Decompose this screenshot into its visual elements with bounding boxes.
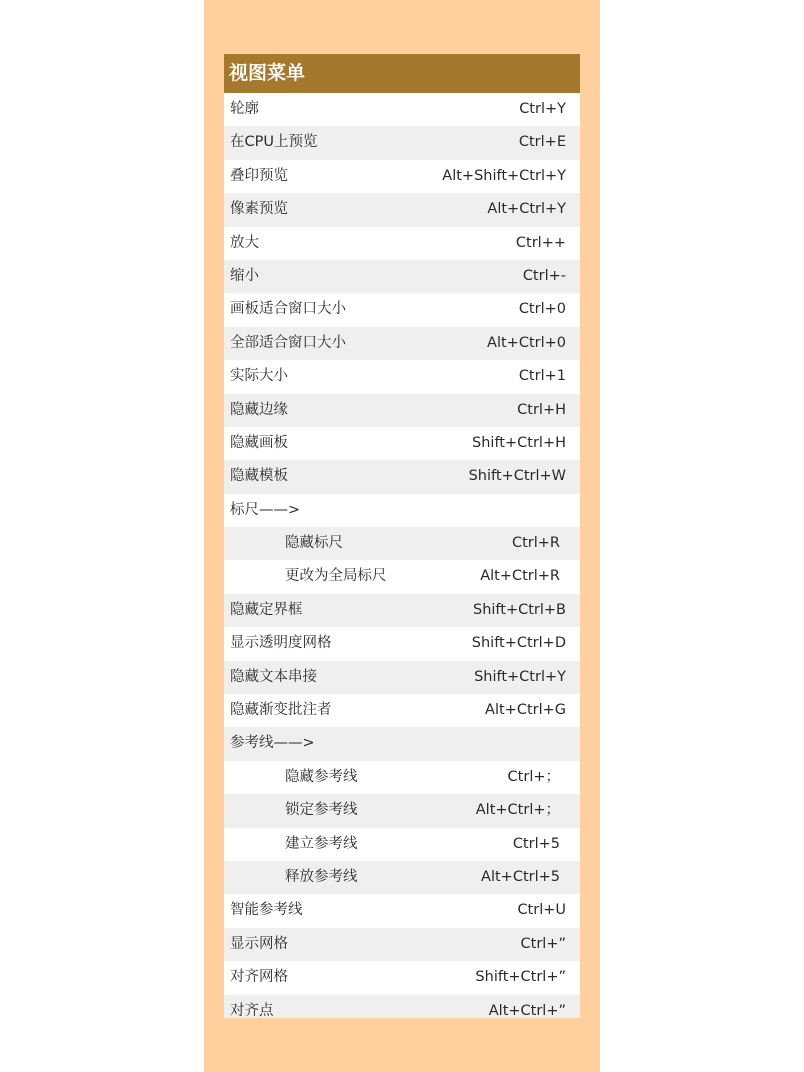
shortcut-keys: Alt+Ctrl+0 — [487, 334, 566, 351]
shortcut-keys: Alt+Ctrl+G — [485, 702, 566, 719]
shortcut-keys: Shift+Ctrl+D — [471, 635, 566, 652]
shortcut-keys: Shift+Ctrl+Y — [474, 668, 566, 685]
command-label: 显示透明度网格 — [230, 635, 332, 652]
table-title: 视图菜单 — [224, 54, 580, 93]
shortcut-row — [224, 894, 580, 927]
shortcut-row — [224, 93, 580, 126]
shortcut-keys: Shift+Ctrl+H — [472, 434, 566, 451]
shortcut-keys: Shift+Ctrl+” — [475, 969, 566, 986]
shortcut-row — [224, 460, 580, 493]
shortcut-keys: Alt+Ctrl+5 — [481, 868, 560, 885]
shortcut-keys: Shift+Ctrl+B — [472, 601, 566, 618]
shortcut-keys: Ctrl+； — [507, 768, 560, 785]
shortcut-row — [224, 594, 580, 627]
shortcut-row — [224, 661, 580, 694]
command-label: 在CPU上预览 — [230, 134, 318, 151]
command-label: 实际大小 — [230, 368, 288, 385]
shortcut-row — [224, 427, 580, 460]
shortcut-keys: Ctrl+5 — [512, 835, 560, 852]
command-label: 对齐点 — [230, 1002, 274, 1018]
shortcut-keys: Alt+Ctrl+” — [488, 1002, 566, 1018]
shortcut-row — [224, 928, 580, 961]
command-label: 隐藏模板 — [230, 468, 288, 485]
shortcut-keys: Shift+Ctrl+W — [468, 468, 566, 485]
sub-shortcut-row — [224, 560, 580, 593]
shortcut-row — [224, 260, 580, 293]
shortcut-row — [224, 227, 580, 260]
sub-shortcut-row — [224, 761, 580, 794]
command-label: 缩小 — [230, 267, 259, 284]
shortcut-row — [224, 961, 580, 994]
shortcut-rows — [224, 93, 580, 1018]
shortcut-keys: Alt+Shift+Ctrl+Y — [442, 167, 566, 184]
shortcut-row — [224, 327, 580, 360]
command-label: 隐藏文本串接 — [230, 668, 317, 685]
shortcut-keys: Alt+Ctrl+； — [475, 802, 560, 819]
command-label: 像素预览 — [230, 201, 288, 218]
shortcut-row — [224, 293, 580, 326]
shortcut-keys: Alt+Ctrl+R — [480, 568, 560, 585]
shortcut-row — [224, 694, 580, 727]
shortcut-keys: Ctrl+E — [518, 134, 566, 151]
command-label: 隐藏渐变批注者 — [230, 702, 332, 719]
shortcut-keys: Ctrl+U — [517, 902, 566, 919]
shortcut-row — [224, 126, 580, 159]
command-label: 轮廓 — [230, 101, 259, 117]
shortcut-row — [224, 627, 580, 660]
command-label: 更改为全局标尺 — [285, 568, 387, 585]
command-label: 隐藏标尺 — [285, 535, 343, 552]
sub-shortcut-row — [224, 794, 580, 827]
shortcut-row — [224, 727, 580, 760]
command-label: 放大 — [230, 234, 259, 251]
command-label: 显示网格 — [230, 935, 288, 952]
command-label: 参考线——> — [230, 735, 315, 752]
shortcut-row — [224, 360, 580, 393]
shortcut-keys: Ctrl+H — [517, 401, 566, 418]
sub-shortcut-row — [224, 828, 580, 861]
shortcut-row — [224, 995, 580, 1018]
command-label: 隐藏参考线 — [285, 768, 358, 785]
command-label: 画板适合窗口大小 — [230, 301, 346, 318]
shortcut-row — [224, 193, 580, 226]
command-label: 标尺——> — [230, 501, 301, 518]
shortcut-keys: Ctrl+R — [511, 535, 560, 552]
shortcut-row — [224, 394, 580, 427]
sub-shortcut-row — [224, 527, 580, 560]
shortcut-keys: Ctrl++ — [515, 234, 566, 251]
command-label: 全部适合窗口大小 — [230, 334, 346, 351]
command-label: 隐藏边缘 — [230, 401, 288, 418]
sub-shortcut-row — [224, 861, 580, 894]
command-label: 锁定参考线 — [285, 802, 358, 819]
command-label: 叠印预览 — [230, 167, 288, 184]
shortcut-keys: Ctrl+” — [520, 935, 566, 952]
shortcut-row — [224, 160, 580, 193]
shortcut-table — [224, 54, 580, 1018]
shortcut-keys: Ctrl+- — [522, 267, 566, 284]
command-label: 释放参考线 — [285, 868, 358, 885]
command-label: 隐藏定界框 — [230, 601, 303, 618]
command-label: 建立参考线 — [285, 835, 358, 852]
command-label: 对齐网格 — [230, 969, 288, 986]
shortcut-keys: Ctrl+Y — [519, 101, 566, 117]
shortcut-row — [224, 494, 580, 527]
command-label: 隐藏画板 — [230, 434, 288, 451]
shortcut-keys: Alt+Ctrl+Y — [487, 201, 566, 218]
shortcut-keys: Ctrl+0 — [518, 301, 566, 318]
command-label: 智能参考线 — [230, 902, 303, 919]
shortcut-keys: Ctrl+1 — [518, 368, 566, 385]
